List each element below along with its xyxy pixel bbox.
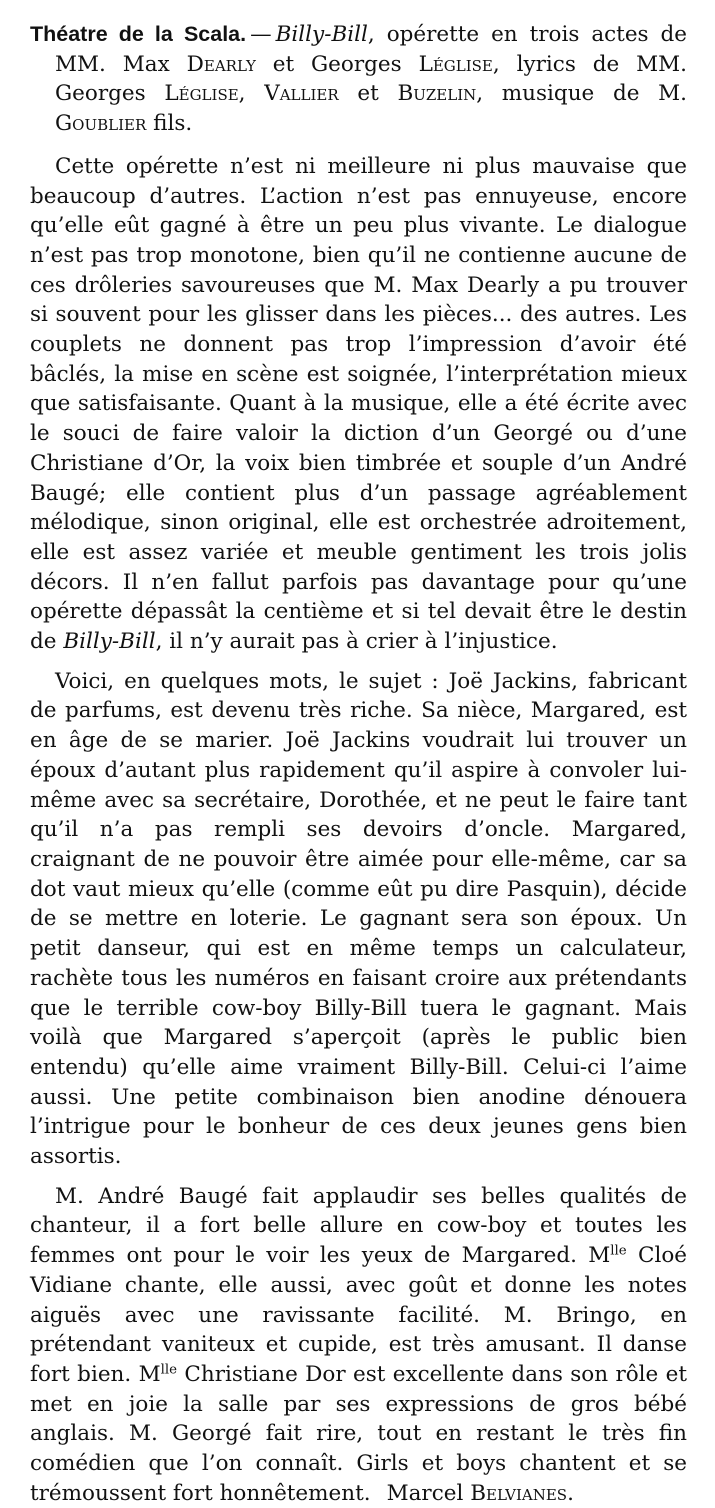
work-title-inline: Billy-Bill — [63, 629, 156, 655]
heading-text: fils. — [153, 111, 193, 137]
paragraph-text: Voici, en quelques mots, le sujet : Joë Jackins, fabricant de parfums, est devenu très riche. Sa nièce, Margared, est en âge de se marier. Joë Jackins voudrait lui trouver un époux d’autant plus rapidement qu’il aspire à convoler lui-même avec sa secrétaire, Dorothée, et ne peut le faire tant qu’il n’a pas rempli ses devoirs d’oncle. Margared, craignant de ne pouvoir être aimée pour elle-même, car sa dot vaut mieux qu’elle (comme eût pu dire Pasquin), décide de se mettre en loterie. Le gagnant sera son époux. Un petit danseur, qui est en même temps un calculateur, rachète tous les numéros en faisant croire aux prétendants que le terrible cow-boy Billy-Bill tuera le gagnant. Mais voilà que Margared s’aperçoit (après le public bien entendu) qu’elle aime vraiment Billy-Bill. Celui-ci l’aime aussi. Une petite combinaison bien anodine dénouera l’intrigue pour le bonheur de ces deux jeunes gens bien assortis. — [30, 668, 687, 1170]
heading-text: , musique de M. — [476, 81, 687, 107]
paragraph-text: Christiane Dor est excellente dans son rôle et met en joie la salle par ses expressions de gros bébé anglais. M. Georgé fait rire, tout en restant le très fin comédien que l’on connaît. Girls et boys chantent et se trémoussent fort honnêtement. — [30, 1361, 688, 1506]
paragraph-text: M. André Baugé fait applaudir ses belles qualités de chanteur, il a fort belle allure en cow-boy et toutes les femmes ont pour le voir les yeux de Margared. M — [30, 1183, 687, 1269]
heading-text: , lyrics de MM. Georges — [55, 51, 688, 107]
paragraph-text: , il n’y aurait pas à crier à l’injustice. — [155, 629, 558, 655]
paragraph-text: Cloé Vidiane chante, elle aussi, avec goût et donne les notes aiguës avec une ravissante facilité. M. Bringo, en prétendant vaniteux et cupide, est très amusant. Il danse fort bien. M — [30, 1243, 687, 1387]
theatre-name: Théatre de la Scala. — [30, 22, 247, 46]
review-heading: Théatre de la Scala. — Billy-Bill, opérette en trois actes de MM. Max Dearly et Georges Léglise, lyrics de MM. Georges Léglise, Vallier et Buzelin, musique de M. Goublier fils. — [30, 22, 688, 137]
lyricist-name: Buzelin — [397, 81, 477, 107]
cast-paragraph — [30, 1182, 687, 1508]
work-title: Billy-Bill — [275, 22, 368, 47]
superscript-abbrev: lle — [610, 1243, 627, 1259]
signature — [387, 1481, 574, 1506]
superscript-abbrev: lle — [160, 1362, 178, 1378]
author-name: Léglise — [418, 51, 493, 77]
heading-separator: — — [250, 22, 272, 47]
paragraph-text: Cette opérette n’est ni meilleure ni plus mauvaise que beaucoup d’autres. L’action n’est pas ennuyeuse, encore qu’elle eût gagné à être un peu plus vivante. Le dialogue n’est pas trop monotone, bien qu’il ne contienne aucune de ces drôleries savoureuses que M. Max Dearly a pu trouver si souvent pour les glisser dans les pièces... des autres. Les couplets ne donnent pas trop l’impression d’avoir été bâclés, la mise en scène est soignée, l’interprétation mieux que satisfaisante. Quant à la musique, elle a été écrite avec le souci de faire valoir la diction d’un Georgé ou d’une Christiane d’Or, la voix bien timbrée et souple d’un André Baugé; elle contient plus d’un passage agréablement mélodique, sinon original, elle est orchestrée adroitement, elle est assez variée et meuble gentiment les trois jolis décors. Il n’en fallut parfois pas davantage pour qu’une opérette dépassât la centième et si tel devait être le destin de — [30, 153, 687, 655]
review-paragraph — [30, 152, 687, 657]
signature-last-name: Belvianes. — [470, 1480, 574, 1506]
signature-first-name: Marcel — [386, 1480, 464, 1506]
lyricist-name: Vallier — [264, 81, 339, 107]
heading-text: et — [357, 81, 379, 107]
author-name: Dearly — [186, 51, 256, 77]
work-description: , opérette en trois actes de MM. Max — [55, 22, 688, 77]
composer-name: Goublier — [55, 111, 147, 137]
heading-text: et Georges — [272, 51, 402, 77]
lyricist-name: Léglise — [164, 81, 239, 107]
plot-paragraph — [30, 667, 687, 1172]
